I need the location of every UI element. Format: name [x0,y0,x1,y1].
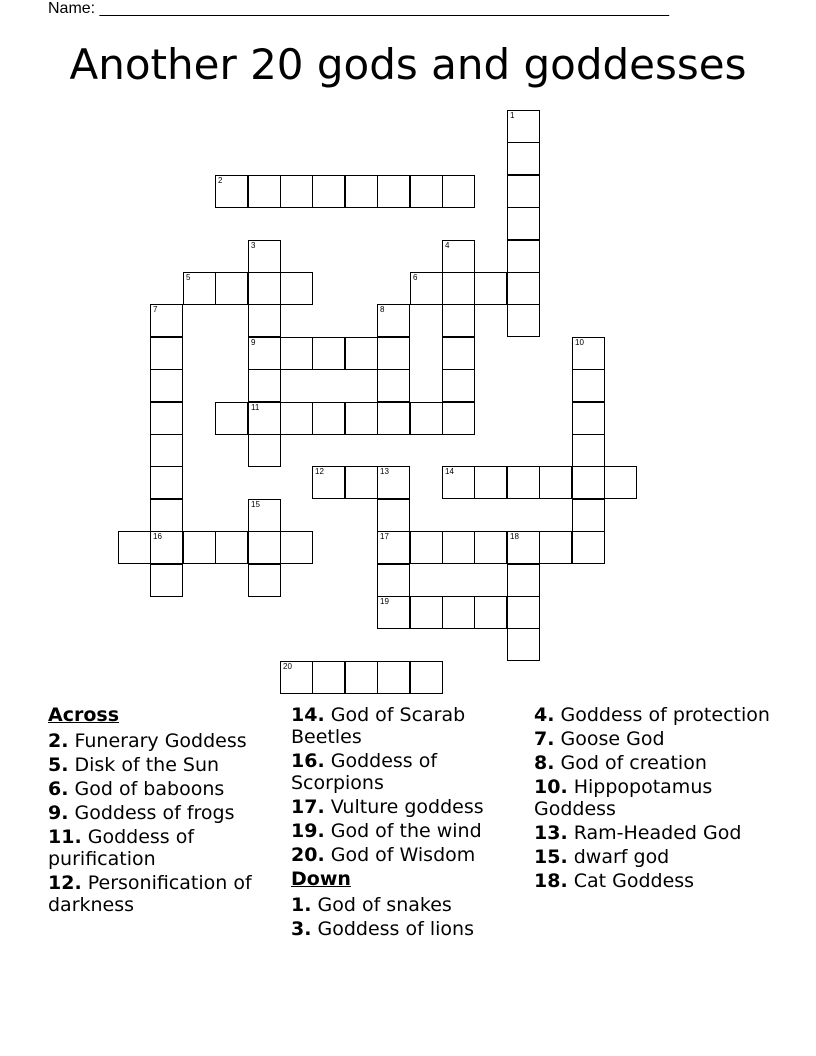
across-heading: Across [48,704,120,726]
grid-cell[interactable] [474,466,507,499]
grid-cell[interactable] [410,272,443,305]
grid-cell[interactable] [345,402,378,435]
grid-cell[interactable] [248,240,281,273]
grid-cell[interactable] [507,272,540,305]
cell-number: 8 [380,305,385,314]
grid-cell[interactable] [539,531,572,564]
clue-down-15: 15. dwarf god [534,846,670,868]
grid-cell[interactable] [572,466,605,499]
grid-cell[interactable] [345,337,378,370]
grid-cell[interactable] [312,402,345,435]
page-title: Another 20 gods and goddesses [69,40,747,89]
grid-cell[interactable] [345,466,378,499]
clue-column-1 [48,704,284,918]
cell-number: 13 [380,467,389,476]
cell-number: 17 [380,532,389,541]
grid-cell[interactable] [377,402,410,435]
grid-cell[interactable] [442,240,475,273]
cell-number: 18 [510,532,519,541]
grid-cell[interactable] [215,175,248,208]
clue-across-19: 19. God of the wind [291,820,482,842]
grid-cell[interactable] [410,402,443,435]
grid-cell[interactable] [507,466,540,499]
clue-down-3: 3. Goddess of lions [291,918,474,940]
cell-number: 20 [283,662,292,671]
grid-cell[interactable] [183,531,216,564]
grid-cell[interactable] [280,661,313,694]
grid-cell[interactable] [377,175,410,208]
grid-cell[interactable] [377,596,410,629]
grid-cell[interactable] [248,272,281,305]
clue-across-14: 14. God of Scarab Beetles [291,704,466,748]
grid-cell[interactable] [377,499,410,532]
grid-cell[interactable] [410,661,443,694]
grid-cell[interactable] [572,531,605,564]
grid-cell[interactable] [474,272,507,305]
grid-cell[interactable] [215,272,248,305]
cell-number: 4 [445,241,450,250]
grid-cell[interactable] [507,175,540,208]
grid-cell[interactable] [442,175,475,208]
name-field-label: Name: ________________________________________________________________ [48,0,670,17]
grid-cell[interactable] [474,596,507,629]
grid-cell[interactable] [215,402,248,435]
cell-number: 11 [251,403,260,412]
grid-cell[interactable] [150,434,183,467]
cell-number: 2 [218,176,223,185]
grid-cell[interactable] [150,499,183,532]
clue-column-2 [291,704,527,942]
grid-cell[interactable] [248,337,281,370]
grid-cell[interactable] [377,564,410,597]
cell-number: 7 [153,305,158,314]
grid-cell[interactable] [507,304,540,337]
grid-cell[interactable] [572,434,605,467]
grid-cell[interactable] [442,402,475,435]
grid-cell[interactable] [345,661,378,694]
grid-cell[interactable] [150,337,183,370]
grid-cell[interactable] [572,499,605,532]
clue-down-8: 8. God of creation [534,752,707,774]
grid-cell[interactable] [248,304,281,337]
grid-cell[interactable] [280,175,313,208]
grid-cell[interactable] [248,531,281,564]
clue-down-4: 4. Goddess of protection [534,704,770,726]
grid-cell[interactable] [150,564,183,597]
grid-cell[interactable] [377,337,410,370]
cell-number: 10 [575,338,584,347]
cell-number: 12 [315,467,324,476]
cell-number: 6 [413,273,418,282]
clue-across-9: 9. Goddess of frogs [48,802,235,824]
grid-cell[interactable] [248,369,281,402]
grid-cell[interactable] [442,369,475,402]
grid-cell[interactable] [280,402,313,435]
grid-cell[interactable] [248,434,281,467]
grid-cell[interactable] [442,596,475,629]
grid-cell[interactable] [507,110,540,143]
clue-down-1: 1. God of snakes [291,894,452,916]
grid-cell[interactable] [312,661,345,694]
cell-number: 5 [186,273,191,282]
clue-down-7: 7. Goose God [534,728,665,750]
grid-cell[interactable] [507,596,540,629]
grid-cell[interactable] [150,466,183,499]
grid-cell[interactable] [377,304,410,337]
clue-down-13: 13. Ram-Headed God [534,822,742,844]
grid-cell[interactable] [507,207,540,240]
grid-cell[interactable] [248,564,281,597]
grid-cell[interactable] [280,531,313,564]
grid-cell[interactable] [572,337,605,370]
clue-across-12: 12. Personification of darkness [48,872,252,916]
grid-cell[interactable] [377,531,410,564]
grid-cell[interactable] [150,369,183,402]
grid-cell[interactable] [410,175,443,208]
grid-cell[interactable] [345,175,378,208]
cell-number: 15 [251,500,260,509]
cell-number: 16 [153,532,162,541]
clue-down-18: 18. Cat Goddess [534,870,695,892]
clue-down-10: 10. Hippopotamus Goddess [534,776,713,820]
grid-cell[interactable] [312,175,345,208]
grid-cell[interactable] [150,402,183,435]
grid-cell[interactable] [507,564,540,597]
clue-across-11: 11. Goddess of purification [48,826,195,870]
clue-across-2: 2. Funerary Goddess [48,730,247,752]
grid-cell[interactable] [442,531,475,564]
grid-cell[interactable] [377,369,410,402]
grid-cell[interactable] [507,240,540,273]
grid-cell[interactable] [410,531,443,564]
grid-cell[interactable] [118,531,151,564]
clue-across-20: 20. God of Wisdom [291,844,476,866]
grid-cell[interactable] [150,531,183,564]
grid-cell[interactable] [280,272,313,305]
grid-cell[interactable] [572,402,605,435]
down-heading: Down [291,868,351,890]
grid-cell[interactable] [248,175,281,208]
grid-cell[interactable] [377,466,410,499]
grid-cell[interactable] [604,466,637,499]
grid-cell[interactable] [248,499,281,532]
grid-cell[interactable] [183,272,216,305]
cell-number: 9 [251,338,256,347]
grid-cell[interactable] [572,369,605,402]
grid-cell[interactable] [280,337,313,370]
grid-cell[interactable] [377,661,410,694]
grid-cell[interactable] [442,304,475,337]
grid-cell[interactable] [215,531,248,564]
clue-across-17: 17. Vulture goddess [291,796,484,818]
grid-cell[interactable] [539,466,572,499]
clue-across-5: 5. Disk of the Sun [48,754,220,776]
grid-cell[interactable] [507,628,540,661]
grid-cell[interactable] [312,466,345,499]
grid-cell[interactable] [248,402,281,435]
grid-cell[interactable] [442,466,475,499]
grid-cell[interactable] [442,337,475,370]
grid-cell[interactable] [474,531,507,564]
cell-number: 19 [380,597,389,606]
grid-cell[interactable] [312,337,345,370]
cell-number: 3 [251,241,256,250]
clue-column-3 [534,704,770,894]
grid-cell[interactable] [150,304,183,337]
cell-number: 14 [445,467,454,476]
grid-cell[interactable] [410,596,443,629]
clue-across-16: 16. Goddess of Scorpions [291,750,438,794]
grid-cell[interactable] [507,531,540,564]
grid-cell[interactable] [507,142,540,175]
grid-cell[interactable] [442,272,475,305]
clue-across-6: 6. God of baboons [48,778,225,800]
cell-number: 1 [510,111,515,120]
